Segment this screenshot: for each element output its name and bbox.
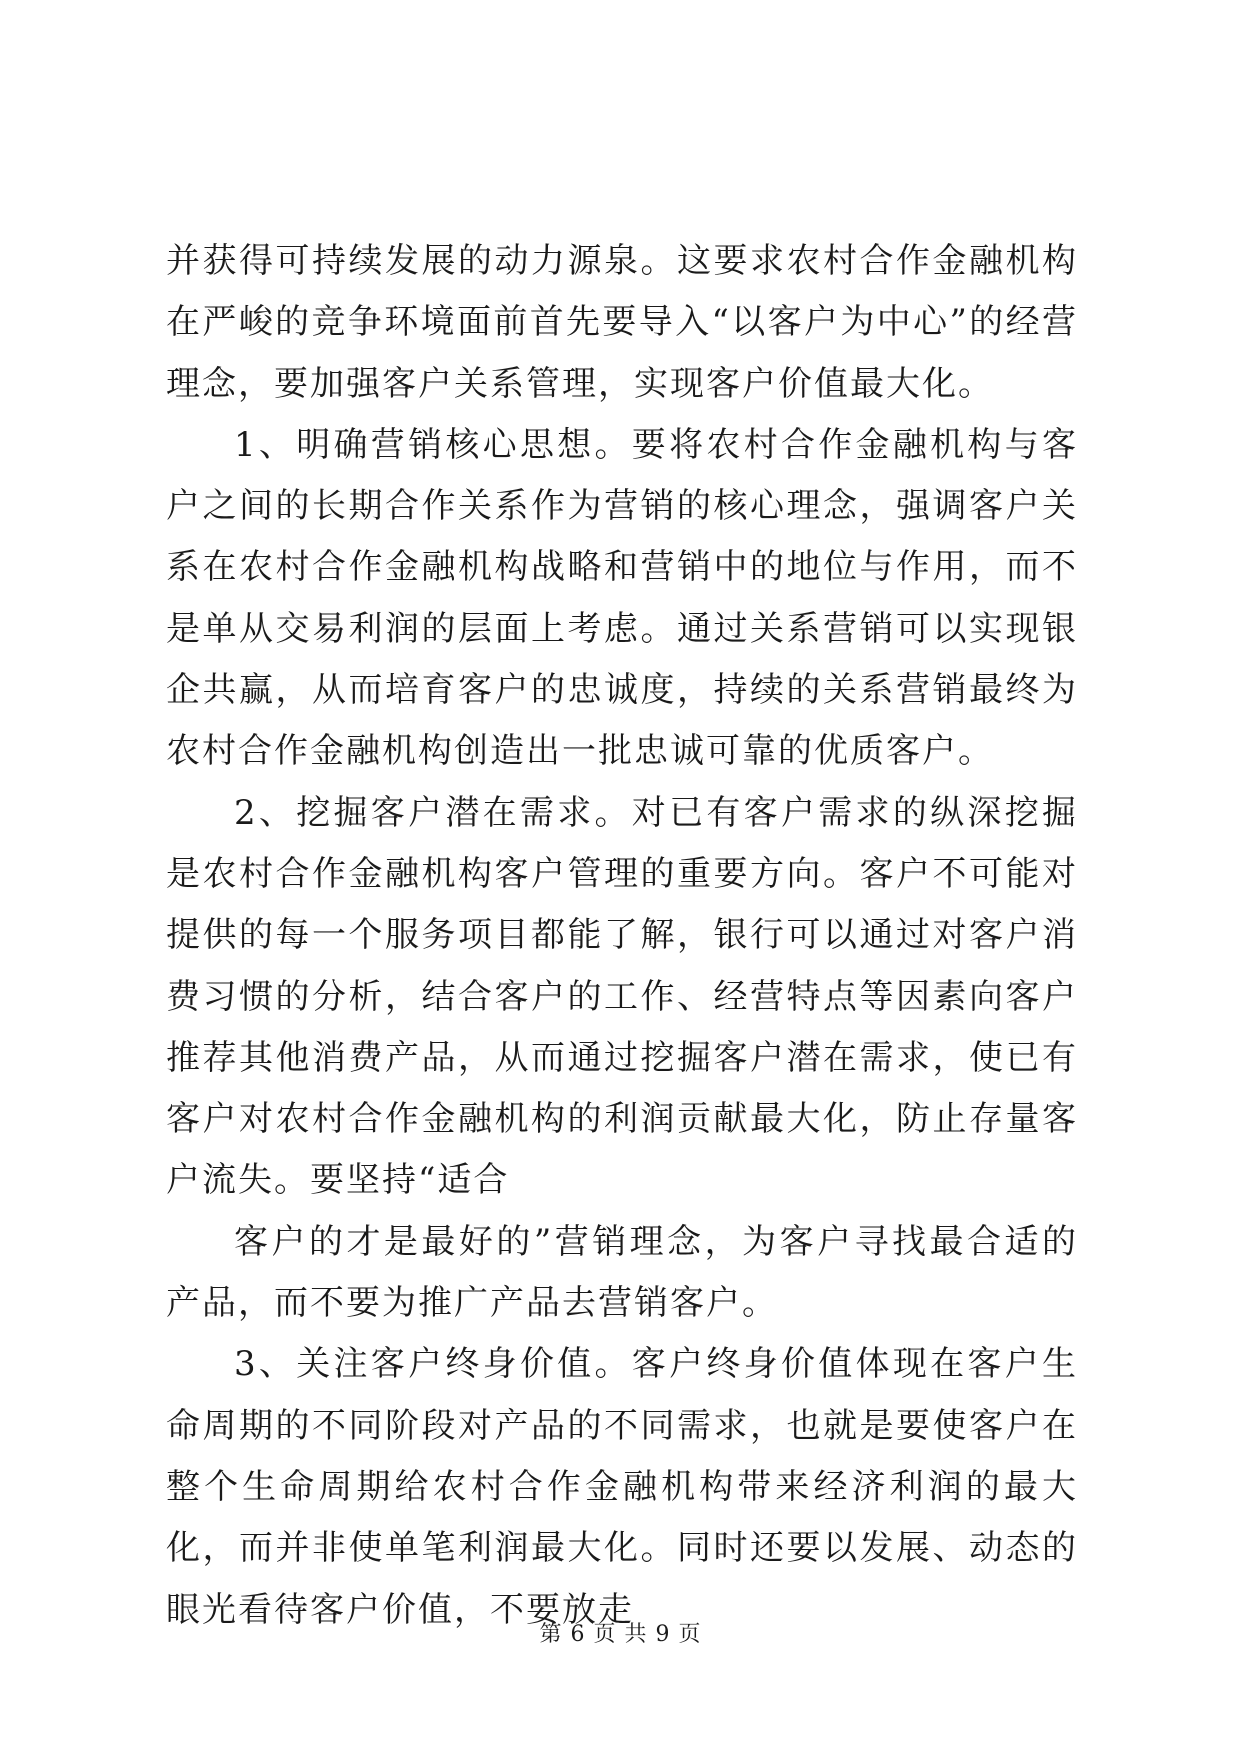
page-number-footer: 第 6 页 共 9 页 xyxy=(539,1622,702,1647)
paragraph: 1、明确营销核心思想。要将农村合作金融机构与客户之间的长期合作关系作为营销的核心理念，强调客户关系在农村合作金融机构战略和营销中的地位与作用，而不是单从交易利润的层面上考虑。通过关系营销可以实现银企共赢，从而培育客户的忠诚度，持续的关系营销最终为农村合作金融机构创造出一批忠诚可靠的优质客户。 xyxy=(166,424,1078,772)
paragraph: 并获得可持续发展的动力源泉。这要求农村合作金融机构在严峻的竞争环境面前首先要导入“以客户为中心”的经营理念，要加强客户关系管理，实现客户价值最大化。 xyxy=(166,241,1078,404)
document-body xyxy=(166,231,1078,1641)
paragraph: 客户的才是最好的”营销理念，为客户寻找最合适的产品，而不要为推广产品去营销客户。 xyxy=(166,1221,1078,1324)
paragraph: 2、挖掘客户潜在需求。对已有客户需求的纵深挖掘是农村合作金融机构客户管理的重要方向。客户不可能对提供的每一个服务项目都能了解，银行可以通过对客户消费习惯的分析，结合客户的工作、经营特点等因素向客户推荐其他消费产品，从而通过挖掘客户潜在需求，使已有客户对农村合作金融机构的利润贡献最大化，防止存量客户流失。要坚持“适合 xyxy=(166,792,1078,1201)
paragraph: 3、关注客户终身价值。客户终身价值体现在客户生命周期的不同阶段对产品的不同需求，也就是要使客户在整个生命周期给农村合作金融机构带来经济利润的最大化，而并非使单笔利润最大化。同时还要以发展、动态的眼光看待客户价值，不要放走 xyxy=(166,1344,1078,1630)
